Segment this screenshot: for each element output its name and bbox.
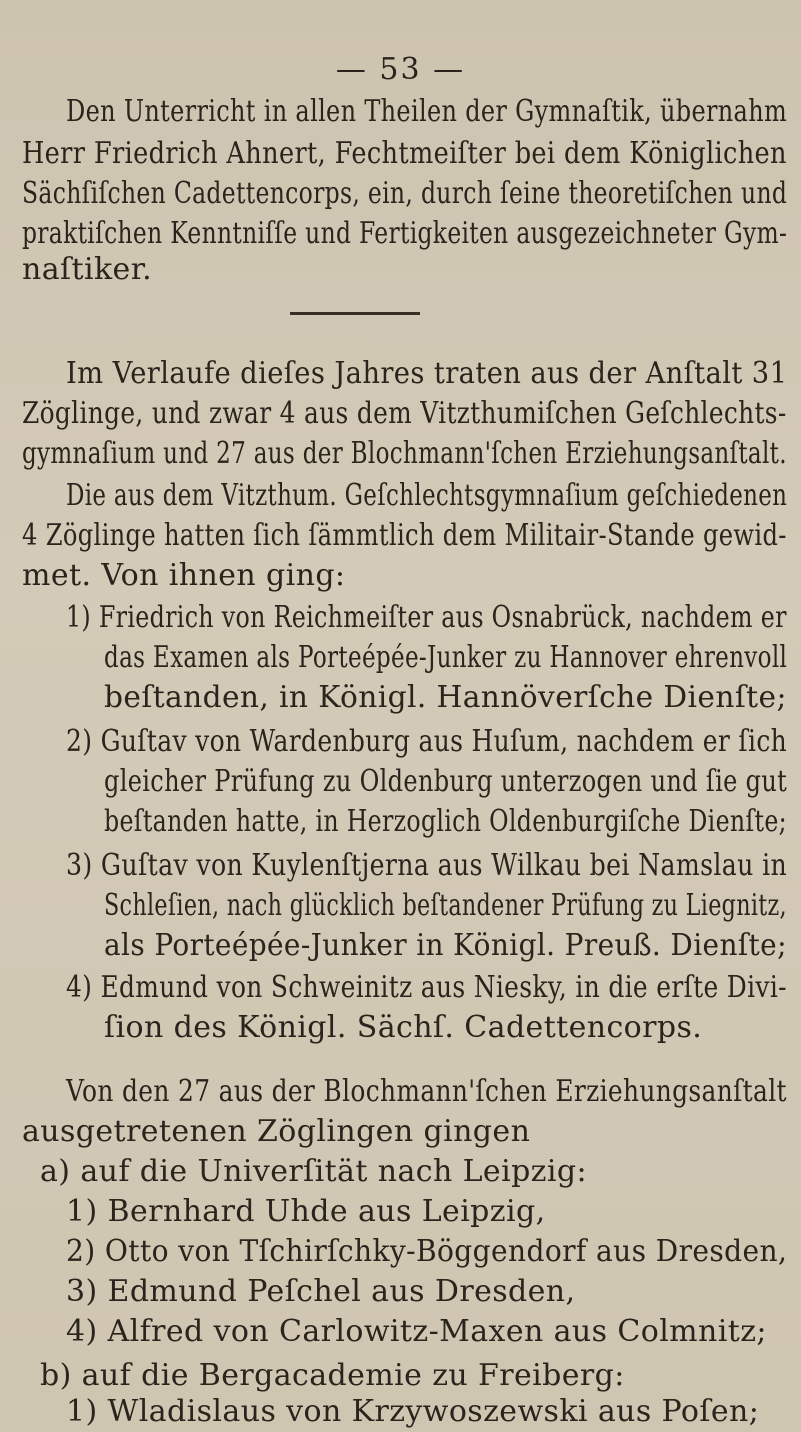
- text-line: 4 Zöglinge hatten ſich ſämmtlich dem Militair-Stande gewid-: [22, 518, 787, 553]
- text-line: naſtiker.: [22, 252, 153, 287]
- text-line: Von den 27 aus der Blochmann'ſchen Erziehungsanſtalt: [66, 1074, 787, 1109]
- list-item-line: 2) Guſtav von Wardenburg aus Huſum, nachdem er ſich: [66, 724, 788, 759]
- page-number: — 53 —: [335, 52, 466, 87]
- list-item-line: Schleſien, nach glücklich beſtandener Prüfung zu Liegnitz,: [104, 888, 787, 923]
- section-divider: [290, 312, 420, 315]
- list-item-line: ſion des Königl. Sächſ. Cadettencorps.: [104, 1010, 703, 1045]
- text-line: met. Von ihnen ging:: [22, 558, 346, 593]
- list-item-line: 2) Otto von Tſchirſchky-Böggendorf aus Dresden,: [66, 1234, 788, 1269]
- text-line: Im Verlaufe dieſes Jahres traten aus der Anſtalt 31: [66, 356, 788, 391]
- list-item-line: 3) Edmund Peſchel aus Dresden,: [66, 1274, 576, 1309]
- text-line: Sächſiſchen Cadettencorps, ein, durch ſeine theoretiſchen und: [22, 176, 788, 211]
- text-line: praktiſchen Kenntniſſe und Fertigkeiten ausgezeichneter Gym-: [22, 216, 788, 251]
- text-line: Herr Friedrich Ahnert, Fechtmeiſter bei dem Königlichen: [22, 136, 787, 171]
- list-item-line: 1) Friedrich von Reichmeiſter aus Osnabrück, nachdem er: [66, 600, 787, 635]
- text-line: Den Unterricht in allen Theilen der Gymnaſtik, übernahm: [66, 94, 788, 129]
- list-item-line: 4) Edmund von Schweinitz aus Niesky, in die erſte Divi-: [66, 970, 787, 1005]
- list-item-line: 3) Guſtav von Kuylenſtjerna aus Wilkau bei Namslau in: [66, 848, 788, 883]
- text-line: gymnaſium und 27 aus der Blochmann'ſchen Erziehungsanſtalt.: [22, 436, 787, 471]
- list-heading: b) auf die Bergacademie zu Freiberg:: [40, 1358, 625, 1393]
- list-item-line: beſtanden, in Königl. Hannöverſche Dienſte;: [104, 680, 787, 715]
- text-line: Die aus dem Vitzthum. Geſchlechtsgymnaſium geſchiedenen: [66, 478, 788, 513]
- list-item-line: als Porteépée-Junker in Königl. Preuß. Dienſte;: [104, 928, 787, 963]
- list-item-line: beſtanden hatte, in Herzoglich Oldenburgiſche Dienſte;: [104, 804, 787, 839]
- list-item-line: 1) Wladislaus von Krzywoszewski aus Poſen;: [66, 1394, 760, 1429]
- text-line: Zöglinge, und zwar 4 aus dem Vitzthumiſchen Geſchlechts-: [22, 396, 787, 431]
- list-item-line: das Examen als Porteépée-Junker zu Hannover ehrenvoll: [104, 640, 788, 675]
- list-heading: a) auf die Univerſität nach Leipzig:: [40, 1154, 587, 1189]
- list-item-line: 4) Alfred von Carlowitz-Maxen aus Colmnitz;: [66, 1314, 767, 1349]
- text-line: ausgetretenen Zöglingen gingen: [22, 1114, 531, 1149]
- list-item-line: 1) Bernhard Uhde aus Leipzig,: [66, 1194, 546, 1229]
- list-item-line: gleicher Prüfung zu Oldenburg unterzogen und ſie gut: [104, 764, 788, 799]
